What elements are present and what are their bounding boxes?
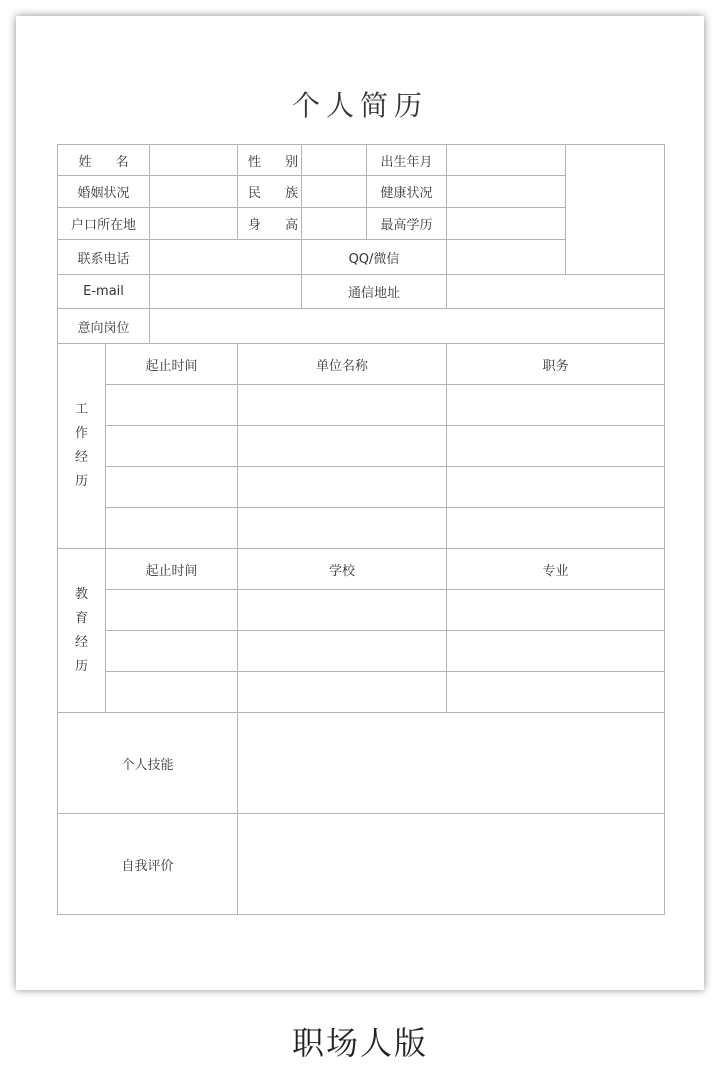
- row-name: [58, 145, 665, 176]
- work-label-char: 作: [74, 426, 88, 441]
- work-header-title: 职务: [447, 344, 665, 385]
- photo-box[interactable]: [566, 145, 665, 275]
- edu-section-label: [58, 549, 106, 713]
- edu-school-cell[interactable]: [238, 672, 447, 713]
- value-gender[interactable]: [302, 145, 367, 176]
- work-label-char: 历: [74, 474, 88, 489]
- value-qq[interactable]: [447, 240, 566, 275]
- edu-major-cell[interactable]: [447, 672, 665, 713]
- value-address[interactable]: [447, 275, 665, 309]
- page-title: 个人简历: [291, 89, 428, 122]
- skills-row: [58, 713, 665, 814]
- label-skills: 个人技能: [58, 713, 238, 814]
- self-eval-row: [58, 814, 665, 915]
- value-height[interactable]: [302, 208, 367, 240]
- edu-header-major: 专业: [447, 549, 665, 590]
- edu-school-cell[interactable]: [238, 631, 447, 672]
- value-health[interactable]: [447, 176, 566, 208]
- work-row: [58, 385, 665, 426]
- label-position: 意向岗位: [58, 309, 150, 344]
- value-hukou[interactable]: [150, 208, 238, 240]
- label-marital: 婚姻状况: [58, 176, 150, 208]
- work-period-cell[interactable]: [106, 385, 238, 426]
- label-qq: QQ/微信: [302, 240, 447, 275]
- label-self-eval: 自我评价: [58, 814, 238, 915]
- work-title-cell[interactable]: [447, 508, 665, 549]
- value-skills[interactable]: [238, 713, 665, 814]
- work-header-company: 单位名称: [238, 344, 447, 385]
- edu-school-cell[interactable]: [238, 590, 447, 631]
- work-label-char: 经: [74, 450, 88, 465]
- edu-major-cell[interactable]: [447, 631, 665, 672]
- edu-row: [58, 631, 665, 672]
- row-position: [58, 309, 665, 344]
- edu-header-school: 学校: [238, 549, 447, 590]
- resume-sheet: [16, 16, 704, 990]
- value-email[interactable]: [150, 275, 302, 309]
- row-email: [58, 275, 665, 309]
- work-row: [58, 467, 665, 508]
- value-ethnicity[interactable]: [302, 176, 367, 208]
- resume-table: [57, 144, 665, 915]
- edu-header-row: [58, 549, 665, 590]
- work-row: [58, 426, 665, 467]
- label-ethnicity: 民 族: [238, 176, 302, 208]
- edu-row: [58, 590, 665, 631]
- label-education-level: 最高学历: [367, 208, 447, 240]
- label-address: 通信地址: [302, 275, 447, 309]
- edu-label-char: 教: [74, 586, 88, 602]
- label-health: 健康状况: [367, 176, 447, 208]
- value-marital[interactable]: [150, 176, 238, 208]
- edu-label-char: 育: [74, 610, 88, 626]
- value-phone[interactable]: [150, 240, 302, 275]
- edu-header-period: 起止时间: [106, 549, 238, 590]
- work-company-cell[interactable]: [238, 467, 447, 508]
- edu-major-cell[interactable]: [447, 590, 665, 631]
- edu-period-cell[interactable]: [106, 590, 238, 631]
- label-name: 姓 名: [58, 145, 150, 176]
- value-education-level[interactable]: [447, 208, 566, 240]
- value-position[interactable]: [150, 309, 665, 344]
- work-period-cell[interactable]: [106, 467, 238, 508]
- edition-caption: 职场人版: [291, 1024, 428, 1062]
- work-company-cell[interactable]: [238, 508, 447, 549]
- work-row: [58, 508, 665, 549]
- label-phone: 联系电话: [58, 240, 150, 275]
- label-hukou: 户口所在地: [58, 208, 150, 240]
- edu-label-char: 历: [74, 658, 88, 674]
- work-period-cell[interactable]: [106, 426, 238, 467]
- work-title-cell[interactable]: [447, 467, 665, 508]
- work-company-cell[interactable]: [238, 426, 447, 467]
- label-birth: 出生年月: [367, 145, 447, 176]
- work-company-cell[interactable]: [238, 385, 447, 426]
- value-self-eval[interactable]: [238, 814, 665, 915]
- edu-period-cell[interactable]: [106, 631, 238, 672]
- work-title-cell[interactable]: [447, 426, 665, 467]
- work-section-label: [58, 344, 106, 549]
- label-gender: 性 别: [238, 145, 302, 176]
- work-period-cell[interactable]: [106, 508, 238, 549]
- edu-row: [58, 672, 665, 713]
- label-email: E-mail: [58, 275, 150, 309]
- label-height: 身 高: [238, 208, 302, 240]
- work-header-period: 起止时间: [106, 344, 238, 385]
- edu-label-char: 经: [74, 634, 88, 650]
- value-name[interactable]: [150, 145, 238, 176]
- edu-period-cell[interactable]: [106, 672, 238, 713]
- work-header-row: [58, 344, 665, 385]
- value-birth[interactable]: [447, 145, 566, 176]
- work-label-char: 工: [74, 402, 88, 417]
- work-title-cell[interactable]: [447, 385, 665, 426]
